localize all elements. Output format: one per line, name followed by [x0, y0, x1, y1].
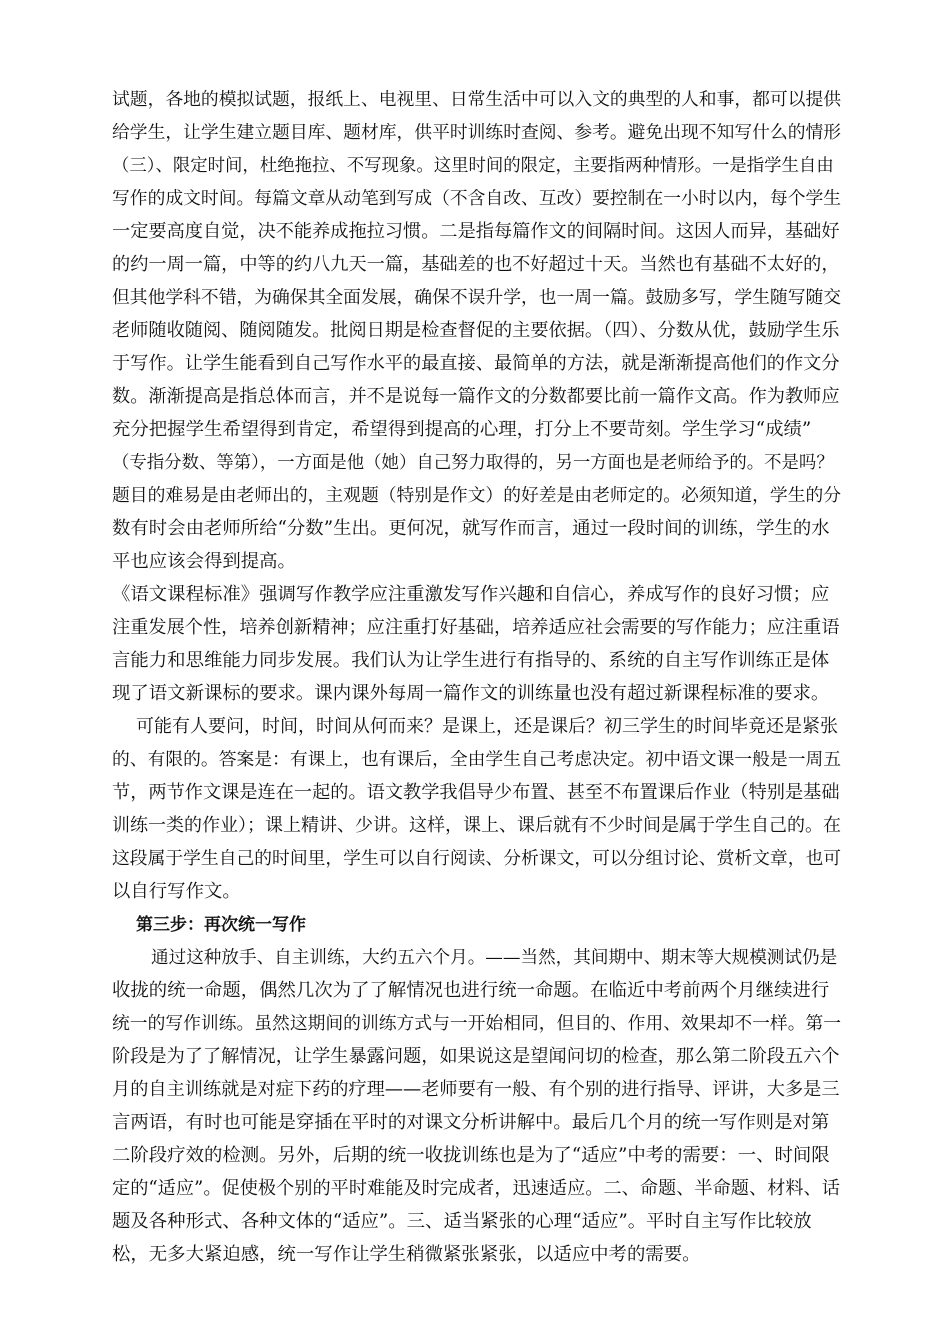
text-line: 数。渐渐提高是指总体而言，并不是说每一篇作文的分数都要比前一篇作文高。作为教师应 — [112, 386, 840, 407]
text-line: 的、有限的。答案是：有课上，也有课后，全由学生自己考虑决定。初中语文课一般是一周五 — [112, 749, 842, 770]
text-line: 写作的成文时间。每篇文章从动笔到写成（不含自改、互改）要控制在一小时以内，每个学生 — [112, 188, 842, 209]
text-line: 于写作。让学生能看到自己写作水平的最直接、最简单的方法，就是渐渐提高他们的作文分 — [112, 353, 840, 374]
text-line: 松，无多大紧迫感，统一写作让学生稍微紧张紧张，以适应中考的需要。 — [112, 1244, 701, 1265]
text-line: 试题，各地的模拟试题，报纸上、电视里、日常生活中可以入文的典型的人和事，都可以提供 — [112, 89, 842, 110]
text-line: 统一的写作训练。虽然这期间的训练方式与一开始相同，但目的、作用、效果却不一样。第一 — [112, 1013, 842, 1034]
text-line: 的约一周一篇，中等的约八九天一篇，基础差的也不好超过十天。当然也有基础不太好的， — [112, 254, 840, 275]
text-line: 二阶段疗效的检测。另外，后期的统一收拢训练也是为了“适应”中考的需要：一、时间限 — [112, 1145, 830, 1166]
text-line: 可能有人要问，时间，时间从何而来？是课上，还是课后？初三学生的时间毕竟还是紧张 — [136, 716, 838, 737]
text-line: 给学生，让学生建立题目库、题材库，供平时训练时查阅、参考。避免出现不知写什么的情形 — [112, 122, 842, 143]
text-line: 通过这种放手、自主训练，大约五六个月。——当然，其间期中、期末等大规模测试仍是 — [151, 948, 838, 968]
text-line: 老师随收随阅、随阅随发。批阅日期是检查督促的主要依据。（四）、分数从优，鼓励学生乐 — [112, 320, 840, 341]
text-line: （三）、限定时间，杜绝拖拉、不写现象。这里时间的限定，主要指两种情形。一是指学生自由 — [112, 156, 834, 176]
text-line: 平也应该会得到提高。 — [112, 551, 296, 572]
text-line: 收拢的统一命题，偶然几次为了了解情况也进行统一命题。在临近中考前两个月继续进行 — [112, 980, 830, 1001]
text-line: 定的“适应”。促使极个别的平时难能及时完成者，迅速适应。二、命题、半命题、材料、话 — [112, 1178, 840, 1199]
text-line: 一定要高度自觉，决不能养成拖拉习惯。二是指每篇作文的间隔时间。这因人而异，基础好 — [112, 221, 840, 242]
text-line: 节，两节作文课是连在一起的。语文教学我倡导少布置、甚至不布置课后作业（特别是基础 — [112, 782, 840, 803]
text-line: （专指分数、等第），一方面是他（她）自己努力取得的，另一方面也是老师给予的。不是吗？ — [112, 453, 834, 473]
text-line: 以自行写作文。 — [112, 881, 241, 902]
text-line: 训练一类的作业）；课上精讲、少讲。这样，课上、课后就有不少时间是属于学生自己的。在 — [112, 815, 841, 836]
text-line: 言两语，有时也可能是穿插在平时的对课文分析讲解中。最后几个月的统一写作则是对第 — [112, 1112, 830, 1133]
text-line: 阶段是为了了解情况，让学生暴露问题，如果说这是望闻问切的检查，那么第二阶段五六个 — [112, 1046, 840, 1067]
text-line: 题目的难易是由老师出的，主观题（特别是作文）的好差是由老师定的。必须知道，学生的分 — [112, 485, 842, 506]
text-line: 现了语文新课标的要求。课内课外每周一篇作文的训练量也没有超过新课程标准的要求。 — [112, 683, 830, 704]
section-heading: 第三步：再次统一写作 — [136, 915, 306, 935]
text-line: 充分把握学生希望得到肯定，希望得到提高的心理，打分上不要苛刻。学生学习“成绩” — [112, 419, 812, 440]
text-line: 《语文课程标准》强调写作教学应注重激发写作兴趣和自信心，养成写作的良好习惯；应 — [112, 584, 830, 605]
text-line: 月的自主训练就是对症下药的疗理——老师要有一般、有个别的进行指导、评讲，大多是三 — [112, 1079, 840, 1100]
text-line: 题及各种形式、各种文体的“适应”。三、适当紧张的心理“适应”。平时自主写作比较放 — [112, 1211, 812, 1232]
text-line: 注重发展个性，培养创新精神；应注重打好基础，培养适应社会需要的写作能力；应注重语 — [112, 617, 840, 638]
text-line: 但其他学科不错，为确保其全面发展，确保不误升学，也一周一篇。鼓励多写，学生随写随交 — [112, 287, 842, 308]
text-line: 言能力和思维能力同步发展。我们认为让学生进行有指导的、系统的自主写作训练正是体 — [112, 650, 830, 671]
text-line: 数有时会由老师所给“分数”生出。更何况，就写作而言，通过一段时间的训练，学生的水 — [112, 518, 830, 539]
text-line: 这段属于学生自己的时间里，学生可以自行阅读、分析课文，可以分组讨论、赏析文章，也可 — [112, 848, 842, 869]
